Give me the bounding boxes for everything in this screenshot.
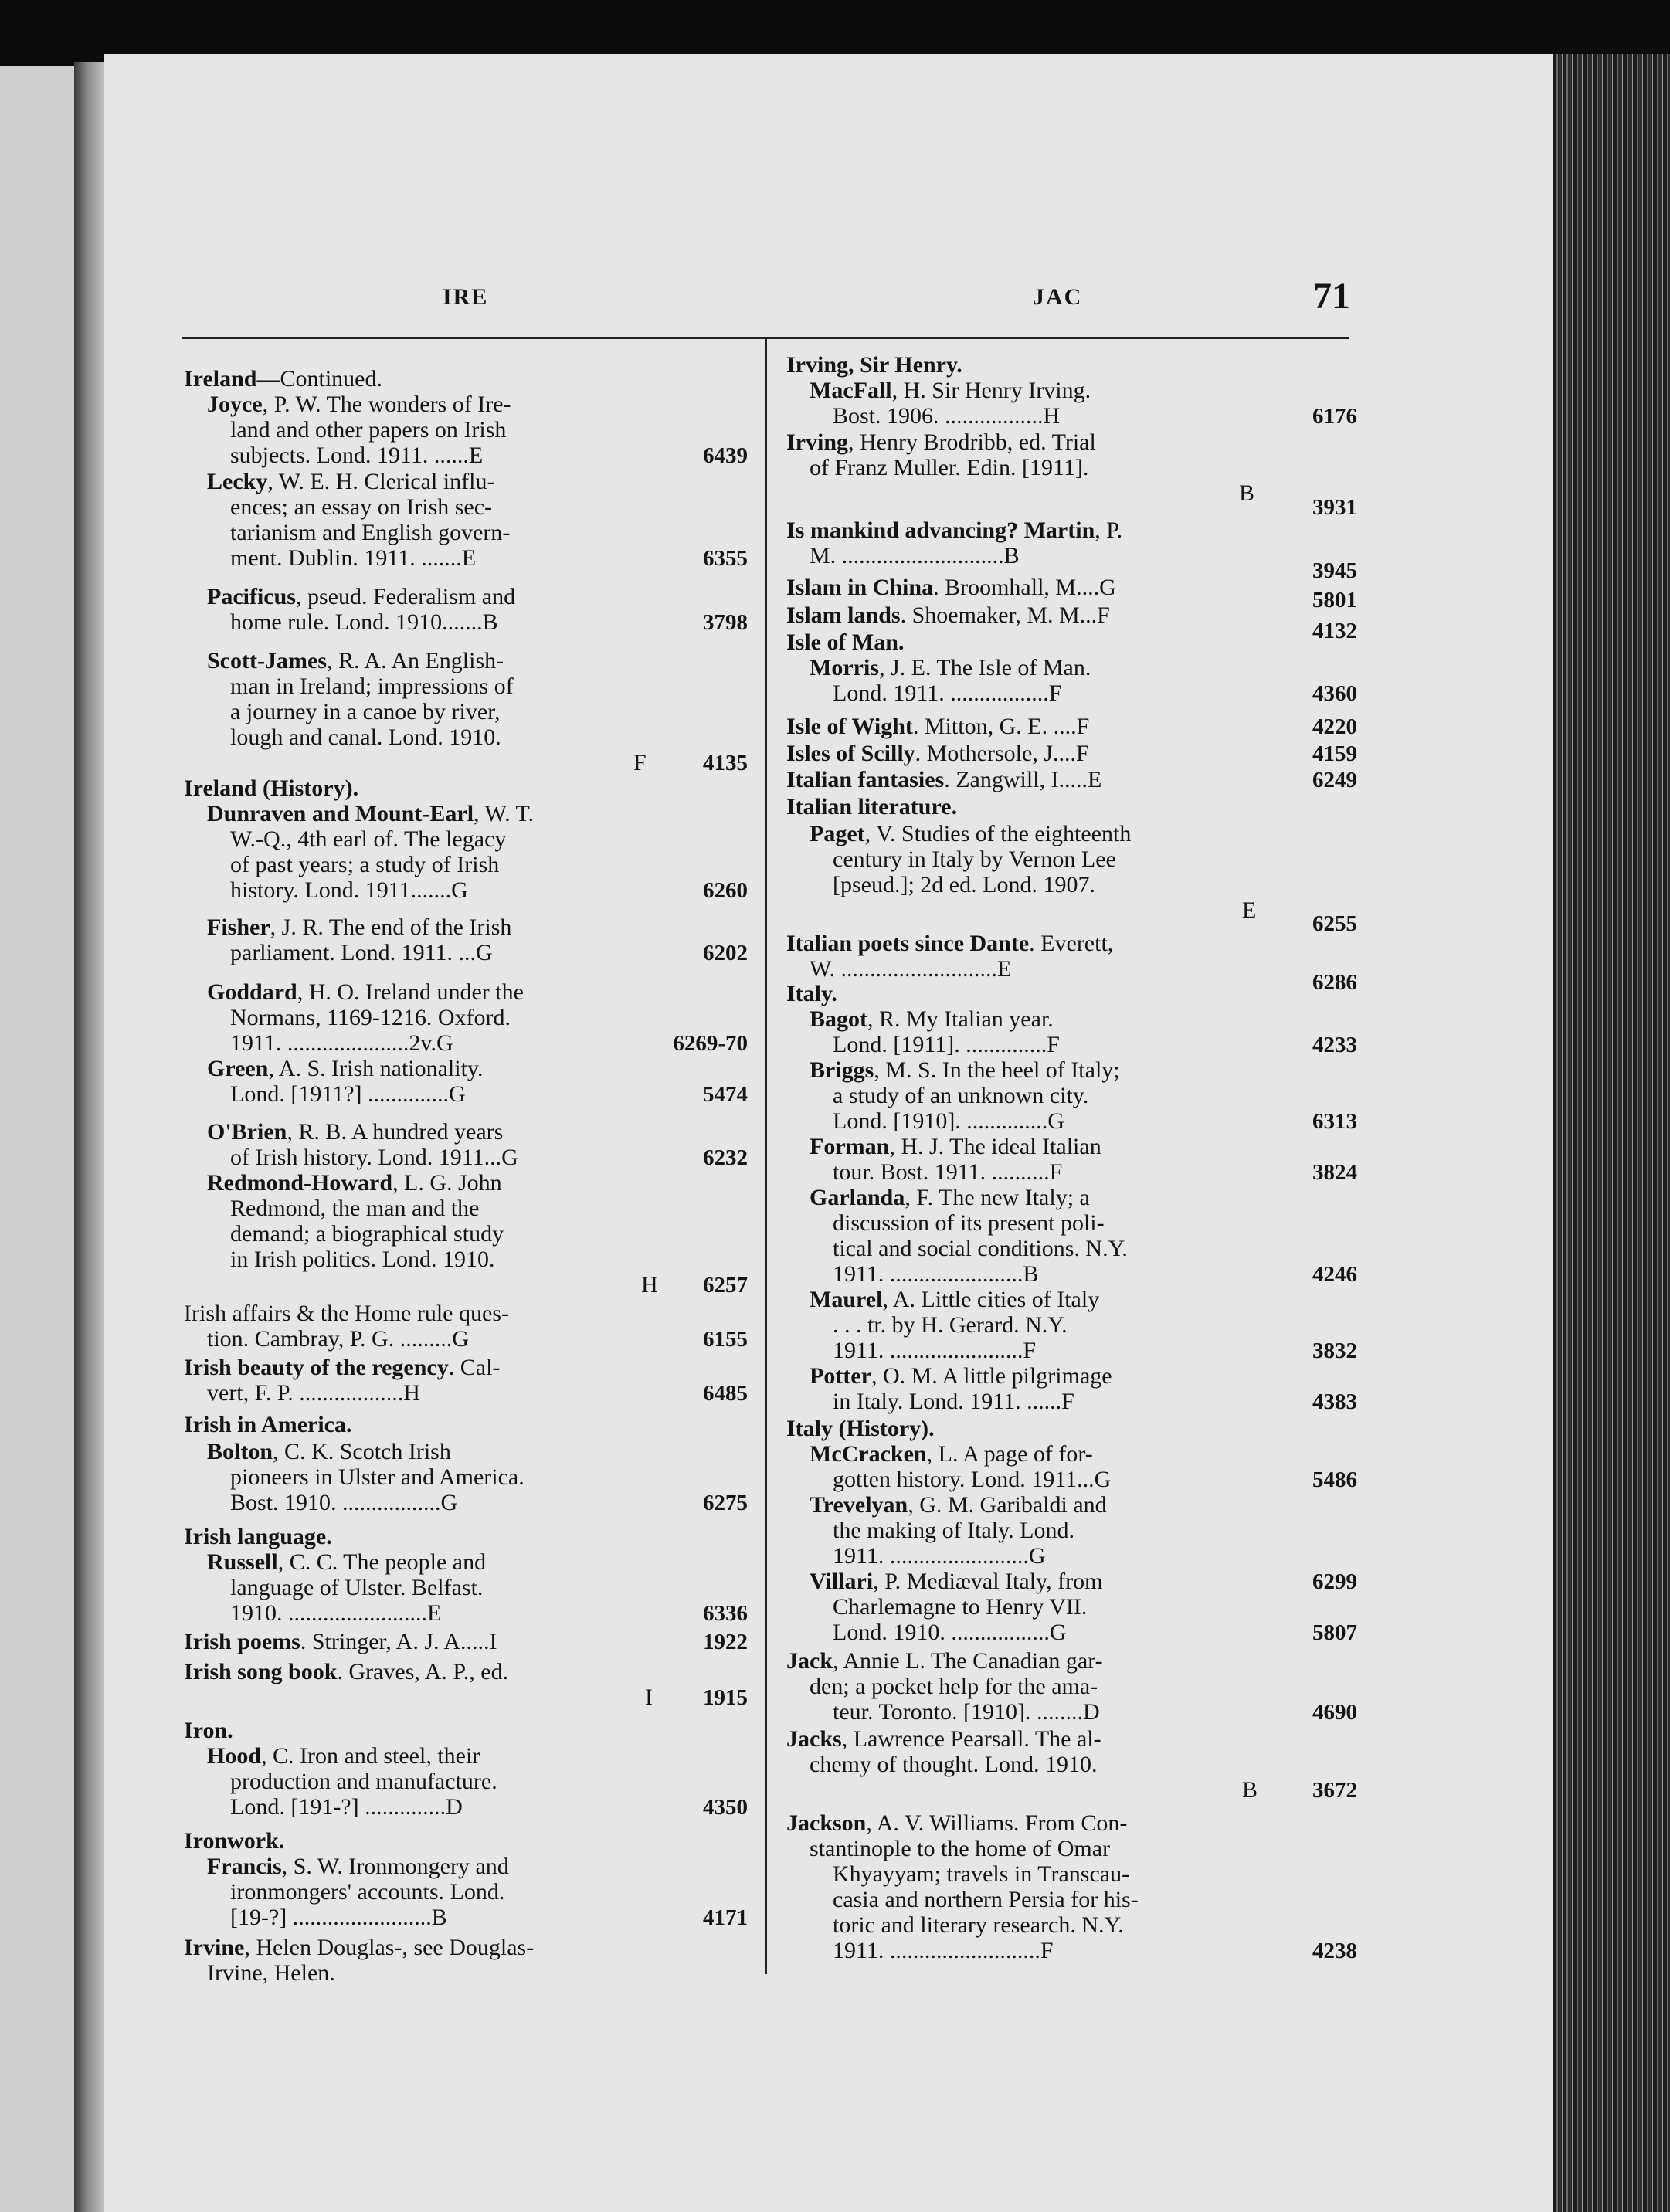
entry-line: Irish affairs & the Home rule ques-: [184, 1301, 509, 1326]
column-divider: [765, 337, 767, 1974]
entry-line: E: [1242, 897, 1257, 923]
entry-line: Lond. 1911. .................F: [833, 680, 1062, 706]
call-number: 4233: [1312, 1033, 1357, 1057]
entry-heading: Islam in China: [786, 575, 934, 600]
call-number: 6255: [1312, 911, 1357, 936]
entry-line: Villari, P. Mediæval Italy, from: [810, 1569, 1103, 1594]
entry-line: M. ............................B: [810, 543, 1020, 568]
entry-line: Is mankind advancing? Martin, P.: [786, 517, 1123, 543]
entry-line: Briggs, M. S. In the heel of Italy;: [810, 1057, 1120, 1083]
entry-line: Russell, C. C. The people and: [207, 1549, 487, 1575]
entry-line: Jackson, A. V. Williams. From Con-: [786, 1810, 1128, 1836]
entry-line: Irvine, Helen Douglas-, see Douglas-: [184, 1935, 535, 1960]
call-number: 6313: [1312, 1109, 1357, 1134]
entry-line: Charlemagne to Henry VII.: [833, 1594, 1088, 1620]
entry-line: B: [1242, 1777, 1258, 1803]
entry-line: Islam in China. Broomhall, M....G: [786, 575, 1116, 600]
call-number: 6257: [703, 1273, 748, 1298]
entry-line: toric and literary research. N.Y.: [833, 1912, 1124, 1938]
entry-line: Normans, 1169-1216. Oxford.: [230, 1005, 511, 1030]
entry-heading: Forman: [810, 1134, 890, 1159]
entry-line: O'Brien, R. B. A hundred years: [207, 1119, 504, 1145]
entry-line: Lecky, W. E. H. Clerical influ-: [207, 469, 495, 494]
call-number: 3945: [1312, 558, 1357, 583]
entry-line: language of Ulster. Belfast.: [230, 1575, 484, 1600]
entry-line: Joyce, P. W. The wonders of Ire-: [207, 392, 511, 417]
entry-heading: Islam lands: [786, 602, 901, 628]
entry-heading: Is mankind advancing? Martin: [786, 517, 1095, 543]
entry-line: McCracken, L. A page of for-: [810, 1441, 1093, 1467]
page-number: 71: [1313, 276, 1350, 317]
call-number: 6275: [703, 1491, 748, 1515]
entry-line: 1911. ..........................F: [833, 1938, 1054, 1963]
entry-heading: Irvine: [184, 1935, 245, 1960]
entry-line: Pacificus, pseud. Federalism and: [207, 584, 516, 609]
call-number: 4220: [1312, 714, 1357, 739]
entry-line: ences; an essay on Irish sec-: [230, 494, 493, 520]
entry-heading: Francis: [207, 1854, 282, 1879]
entry-line: I: [645, 1684, 653, 1710]
entry-line: Redmond-Howard, L. G. John: [207, 1170, 502, 1196]
entry-line: Potter, O. M. A little pilgrimage: [810, 1363, 1112, 1389]
entry-line: [19-?] ........................B: [230, 1905, 447, 1930]
call-number: 5486: [1312, 1467, 1357, 1492]
entry-line: chemy of thought. Lond. 1910.: [810, 1752, 1098, 1777]
entry-heading: Russell: [207, 1549, 278, 1575]
entry-line: man in Ireland; impressions of: [230, 673, 514, 699]
entry-line: Francis, S. W. Ironmongery and: [207, 1854, 509, 1879]
call-number: 1915: [703, 1685, 748, 1710]
call-number: 4132: [1312, 619, 1357, 643]
entry-heading: Green: [207, 1056, 269, 1081]
entry-heading: Isles of Scilly: [786, 741, 915, 766]
entry-line: Irving, Sir Henry.: [786, 352, 962, 378]
entry-line: a study of an unknown city.: [833, 1083, 1089, 1108]
entry-line: lough and canal. Lond. 1910.: [230, 724, 501, 750]
entry-line: in Irish politics. Lond. 1910.: [230, 1247, 495, 1272]
call-number: 6176: [1312, 404, 1357, 429]
entry-line: ment. Dublin. 1911. .......E: [230, 545, 477, 571]
entry-line: Irish language.: [184, 1524, 332, 1549]
entry-heading: Fisher: [207, 914, 270, 940]
call-number: 3931: [1312, 495, 1357, 520]
entry-heading: Irish beauty of the regency: [184, 1355, 449, 1380]
entry-line: of Franz Muller. Edin. [1911].: [810, 455, 1089, 480]
entry-line: 1911. ........................G: [833, 1543, 1046, 1569]
entry-heading: MacFall: [810, 378, 892, 403]
entry-line: stantinople to the home of Omar: [810, 1836, 1111, 1861]
entry-heading: Italian fantasies: [786, 767, 945, 792]
entry-line: land and other papers on Irish: [230, 417, 507, 443]
entry-line: [pseud.]; 2d ed. Lond. 1907.: [833, 872, 1095, 897]
entry-line: Maurel, A. Little cities of Italy: [810, 1287, 1100, 1312]
entry-line: gotten history. Lond. 1911...G: [833, 1467, 1112, 1492]
entry-line: production and manufacture.: [230, 1769, 497, 1794]
entry-line: Italy (History).: [786, 1416, 935, 1441]
entry-line: pioneers in Ulster and America.: [230, 1464, 524, 1490]
entry-line: Goddard, H. O. Ireland under the: [207, 979, 524, 1005]
call-number: 6355: [703, 546, 748, 571]
entry-heading: Briggs: [810, 1057, 874, 1083]
call-number: 3672: [1312, 1778, 1357, 1803]
entry-heading: Jacks: [786, 1726, 842, 1752]
entry-line: Trevelyan, G. M. Garibaldi and: [810, 1492, 1107, 1518]
call-number: 6286: [1312, 970, 1357, 995]
entry-heading: Villari: [810, 1569, 874, 1594]
entry-heading: Hood: [207, 1743, 262, 1769]
entry-line: F: [633, 750, 647, 775]
call-number: 5801: [1312, 588, 1357, 612]
entry-line: Italy.: [786, 981, 837, 1006]
entry-line: Irvine, Helen.: [207, 1960, 335, 1986]
entry-line: Irish in America.: [184, 1412, 352, 1437]
entry-line: a journey in a canoe by river,: [230, 699, 501, 724]
entry-line: 1911. .....................2v.G: [230, 1030, 453, 1056]
call-number: 6155: [703, 1327, 748, 1352]
entry-heading: Bagot: [810, 1006, 867, 1032]
entry-line: tical and social conditions. N.Y.: [833, 1236, 1128, 1261]
call-number: 4383: [1312, 1389, 1357, 1414]
call-number: 1922: [703, 1630, 748, 1654]
entry-heading: Irving: [786, 429, 849, 455]
entry-line: Italian fantasies. Zangwill, I.....E: [786, 767, 1102, 792]
entry-line: Redmond, the man and the: [230, 1196, 480, 1221]
book-gutter: [74, 62, 104, 2212]
entry-line: Hood, C. Iron and steel, their: [207, 1743, 480, 1769]
entry-heading: Redmond-Howard: [207, 1170, 393, 1196]
entry-heading: Scott-James: [207, 648, 327, 673]
entry-line: 1911. .......................F: [833, 1338, 1037, 1363]
entry-line: Irish song book. Graves, A. P., ed.: [184, 1659, 509, 1684]
call-number: 4690: [1312, 1700, 1357, 1725]
entry-line: Bost. 1910. .................G: [230, 1490, 458, 1515]
entry-line: tarianism and English govern-: [230, 520, 511, 545]
entry-line: history. Lond. 1911.......G: [230, 877, 468, 903]
running-head-left: IRE: [443, 284, 489, 310]
entry-heading: Dunraven and Mount-Earl: [207, 801, 474, 826]
entry-heading: Jackson: [786, 1810, 867, 1836]
entry-heading: O'Brien: [207, 1119, 287, 1145]
entry-heading: Irish poems: [184, 1629, 300, 1654]
entry-line: demand; a biographical study: [230, 1221, 504, 1247]
entry-line: W. ...........................E: [810, 956, 1012, 982]
entry-heading: McCracken: [810, 1441, 927, 1467]
entry-line: tour. Bost. 1911. ..........F: [833, 1159, 1063, 1185]
entry-line: Green, A. S. Irish nationality.: [207, 1056, 484, 1081]
entry-line: . . . tr. by H. Gerard. N.Y.: [833, 1312, 1068, 1338]
entry-line: casia and northern Persia for his-: [833, 1887, 1139, 1912]
adjacent-page-edge: [0, 66, 74, 2212]
entry-line: home rule. Lond. 1910.......B: [230, 609, 498, 635]
entry-line: Lond. [191-?] ..............D: [230, 1794, 463, 1820]
entry-line: Italian poets since Dante. Everett,: [786, 931, 1114, 956]
entry-line: parliament. Lond. 1911. ...G: [230, 940, 493, 965]
call-number: 4360: [1312, 681, 1357, 706]
entry-heading: Joyce: [207, 392, 263, 417]
entry-line: Ireland (History).: [184, 775, 359, 801]
call-number: 3824: [1312, 1160, 1357, 1185]
entry-line: Irish poems. Stringer, A. J. A.....I: [184, 1629, 497, 1654]
entry-heading: Maurel: [810, 1287, 883, 1312]
entry-line: H: [641, 1272, 658, 1298]
entry-line: tion. Cambray, P. G. .........G: [207, 1326, 469, 1352]
entry-line: Irving, Henry Brodribb, ed. Trial: [786, 429, 1096, 455]
call-number: 5474: [703, 1082, 748, 1107]
running-head-center: JAC: [1033, 284, 1083, 310]
entry-heading: Lecky: [207, 469, 268, 494]
entry-line: Lond. [1910]. ..............G: [833, 1108, 1064, 1134]
call-number: 6336: [703, 1601, 748, 1626]
call-number: 3798: [703, 610, 748, 635]
entry-line: Dunraven and Mount-Earl, W. T.: [207, 801, 535, 826]
entry-line: Bost. 1906. .................H: [833, 403, 1061, 429]
entry-line: den; a pocket help for the ama-: [810, 1674, 1098, 1699]
call-number: 6299: [1312, 1569, 1357, 1594]
entry-line: Isle of Wight. Mitton, G. E. ....F: [786, 714, 1090, 739]
entry-heading: Trevelyan: [810, 1492, 908, 1518]
entry-heading: Jack: [786, 1648, 833, 1674]
entry-line: Ireland—Continued.: [184, 366, 382, 392]
entry-line: Forman, H. J. The ideal Italian: [810, 1134, 1101, 1159]
entry-line: Morris, J. E. The Isle of Man.: [810, 655, 1091, 680]
call-number: 6202: [703, 941, 748, 965]
call-number: 6269-70: [673, 1031, 748, 1056]
entry-line: the making of Italy. Lond.: [833, 1518, 1074, 1543]
entry-line: Lond. 1910. .................G: [833, 1620, 1067, 1645]
entry-line: Khyayyam; travels in Transcau-: [833, 1861, 1130, 1887]
entry-line: Fisher, J. R. The end of the Irish: [207, 914, 512, 940]
entry-line: Irish beauty of the regency. Cal-: [184, 1355, 501, 1380]
call-number: 4238: [1312, 1939, 1357, 1963]
entry-heading: Pacificus: [207, 584, 296, 609]
entry-line: Scott-James, R. A. An English-: [207, 648, 504, 673]
entry-line: of Irish history. Lond. 1911...G: [230, 1145, 518, 1170]
entry-line: Isle of Man.: [786, 629, 905, 655]
entry-line: Italian literature.: [786, 794, 958, 819]
call-number: 6232: [703, 1145, 748, 1170]
call-number: 4159: [1312, 741, 1357, 766]
entry-heading: Garlanda: [810, 1185, 905, 1210]
entry-line: Islam lands. Shoemaker, M. M...F: [786, 602, 1110, 628]
call-number: 4246: [1312, 1262, 1357, 1287]
entry-line: Bagot, R. My Italian year.: [810, 1006, 1054, 1032]
entry-heading: Italian poets since Dante: [786, 931, 1030, 956]
entry-line: discussion of its present poli-: [833, 1210, 1105, 1236]
entry-line: B: [1239, 480, 1255, 506]
entry-heading: Irish song book: [184, 1659, 338, 1684]
entry-line: century in Italy by Vernon Lee: [833, 846, 1116, 872]
entry-line: Bolton, C. K. Scotch Irish: [207, 1439, 451, 1464]
call-number: 6485: [703, 1381, 748, 1406]
call-number: 5807: [1312, 1620, 1357, 1645]
entry-line: Isles of Scilly. Mothersole, J....F: [786, 741, 1089, 766]
entry-line: Jack, Annie L. The Canadian gar-: [786, 1648, 1103, 1674]
call-number: 6439: [703, 443, 748, 468]
entry-line: Lond. [1911]. ..............F: [833, 1032, 1060, 1057]
entry-line: Jacks, Lawrence Pearsall. The al-: [786, 1726, 1101, 1752]
call-number: 6260: [703, 878, 748, 903]
entry-line: Garlanda, F. The new Italy; a: [810, 1185, 1090, 1210]
entry-line: in Italy. Lond. 1911. ......F: [833, 1389, 1074, 1414]
entry-line: W.-Q., 4th earl of. The legacy: [230, 826, 507, 852]
entry-line: Paget, V. Studies of the eighteenth: [810, 821, 1132, 846]
call-number: 4135: [703, 751, 748, 775]
entry-line: Iron.: [184, 1718, 233, 1743]
entry-heading: Bolton: [207, 1439, 273, 1464]
page-stack-edge: [1553, 54, 1670, 2212]
entry-line: teur. Toronto. [1910]. ........D: [833, 1699, 1100, 1725]
call-number: 4350: [703, 1795, 748, 1820]
entry-heading: Paget: [810, 821, 865, 846]
entry-line: subjects. Lond. 1911. ......E: [230, 443, 484, 468]
call-number: 3832: [1312, 1338, 1357, 1363]
entry-line: Ironwork.: [184, 1828, 285, 1854]
entry-heading: Ireland: [184, 366, 257, 392]
entry-line: of past years; a study of Irish: [230, 852, 500, 877]
call-number: 4171: [703, 1905, 748, 1930]
entry-line: 1910. ........................E: [230, 1600, 442, 1626]
call-number: 6249: [1312, 768, 1357, 792]
entry-heading: Goddard: [207, 979, 297, 1005]
entry-line: Lond. [1911?] ..............G: [230, 1081, 466, 1107]
entry-heading: Isle of Wight: [786, 714, 913, 739]
entry-line: vert, F. P. ..................H: [207, 1380, 420, 1406]
entry-heading: Potter: [810, 1363, 871, 1389]
entry-line: 1911. .......................B: [833, 1261, 1039, 1287]
entry-line: ironmongers' accounts. Lond.: [230, 1879, 505, 1905]
entry-heading: Morris: [810, 655, 879, 680]
entry-line: MacFall, H. Sir Henry Irving.: [810, 378, 1091, 403]
